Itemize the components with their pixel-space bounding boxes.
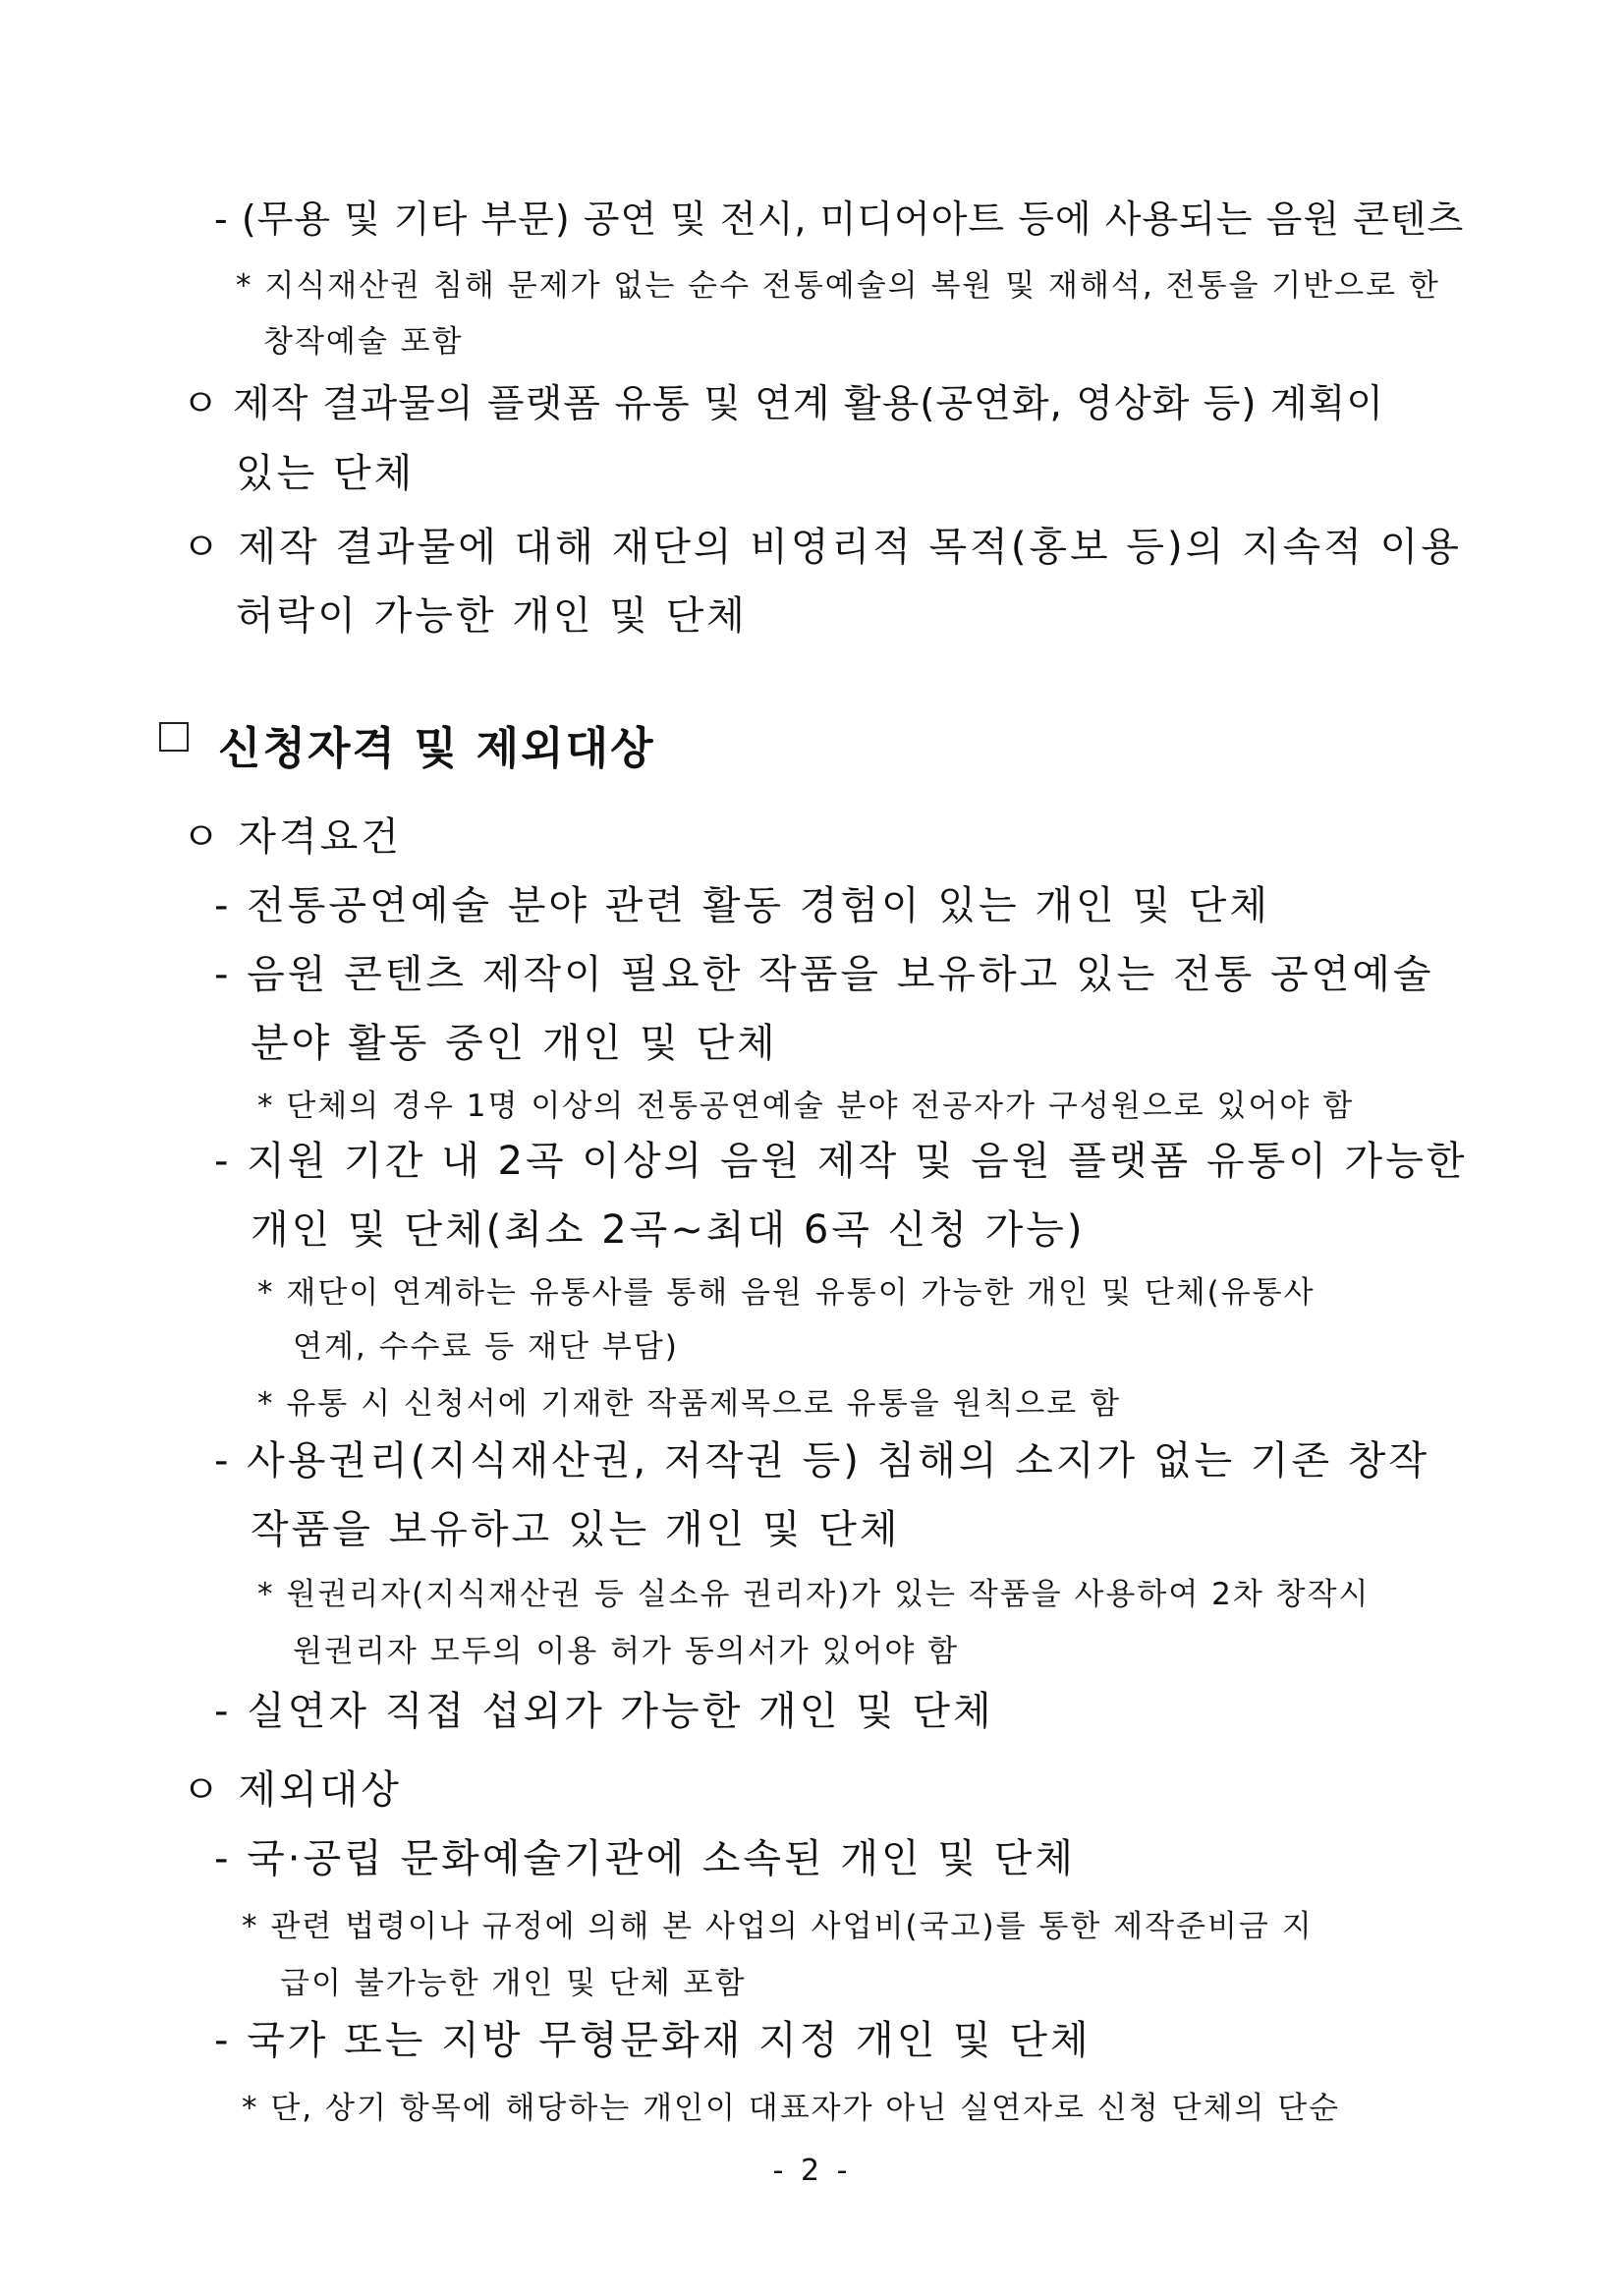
item-text: 실연자 직접 섭외가 가능한 개인 및 단체 bbox=[247, 1689, 994, 1734]
item-text: 제작 결과물에 대해 재단의 비영리적 목적(홍보 등)의 지속적 이용 bbox=[238, 525, 1462, 570]
subsection-title-text: 제외대상 bbox=[238, 1767, 402, 1813]
page-number: - 2 - bbox=[772, 2154, 852, 2188]
item-text: (무용 및 기타 부문) 공연 및 전시, 미디어아트 등에 사용되는 음원 콘텐츠 bbox=[241, 197, 1465, 241]
item-continuation: 작품을 보유하고 있는 개인 및 단체 bbox=[251, 1507, 901, 1552]
item-text: 지원 기간 내 2곡 이상의 음원 제작 및 음원 플랫폼 유통이 가능한 bbox=[247, 1139, 1468, 1184]
note-text: 관련 법령이나 규정에 의해 본 사업의 사업비(국고)를 통한 제작준비금 지 bbox=[270, 1909, 1314, 1944]
dash-item bbox=[214, 1130, 1467, 1186]
dash-marker: - bbox=[214, 952, 232, 997]
dash-marker: - bbox=[214, 1689, 232, 1734]
note-continuation: 연계, 수수료 등 재단 부담) bbox=[293, 1329, 679, 1365]
item-text: 국가 또는 지방 무형문화재 지정 개인 및 단체 bbox=[247, 2018, 1092, 2063]
note-continuation: 창작예술 포함 bbox=[263, 324, 464, 360]
dash-marker: - bbox=[214, 1836, 232, 1881]
asterisk-marker: * bbox=[242, 2091, 259, 2126]
dash-marker: - bbox=[214, 2018, 232, 2063]
dash-marker: - bbox=[214, 883, 232, 928]
circle-marker: ㅇ bbox=[182, 814, 223, 860]
asterisk-marker: * bbox=[257, 1386, 275, 1422]
item-text: 전통공연예술 분야 관련 활동 경험이 있는 개인 및 단체 bbox=[247, 883, 1270, 928]
note-text: 유통 시 신청서에 기재한 작품제목으로 유통을 원칙으로 함 bbox=[286, 1386, 1122, 1422]
dash-item bbox=[214, 1429, 1429, 1485]
note-item bbox=[257, 1267, 1316, 1312]
note-item bbox=[242, 1901, 1314, 1945]
item-continuation: 개인 및 단체(최소 2곡~최대 6곡 신청 가능) bbox=[251, 1207, 1086, 1253]
asterisk-marker: * bbox=[257, 1577, 275, 1612]
item-text: 사용권리(지식재산권, 저작권 등) 침해의 소지가 없는 기존 창작 bbox=[247, 1438, 1430, 1484]
dash-item bbox=[214, 2009, 1092, 2065]
section-heading: 신청자격 및 제외대상 bbox=[218, 722, 655, 774]
note-item bbox=[242, 2083, 1340, 2127]
item-continuation: 분야 활동 중인 개인 및 단체 bbox=[251, 1021, 778, 1066]
circle-item bbox=[182, 516, 1462, 572]
dash-item bbox=[214, 1680, 994, 1736]
circle-item bbox=[182, 373, 1384, 428]
item-text: 국·공립 문화예술기관에 소속된 개인 및 단체 bbox=[247, 1836, 1076, 1881]
item-text: 음원 콘텐츠 제작이 필요한 작품을 보유하고 있는 전통 공연예술 bbox=[247, 952, 1434, 997]
dash-marker: - bbox=[214, 1438, 232, 1484]
note-item bbox=[257, 1081, 1354, 1125]
note-item bbox=[236, 260, 1440, 305]
note-item bbox=[257, 1569, 1370, 1613]
item-continuation: 있는 단체 bbox=[236, 451, 416, 496]
note-text: 원권리자(지식재산권 등 실소유 권리자)가 있는 작품을 사용하여 2차 창작시 bbox=[286, 1577, 1371, 1612]
note-item bbox=[257, 1378, 1121, 1423]
dash-item bbox=[214, 1827, 1076, 1883]
subsection-title-text: 자격요건 bbox=[238, 814, 402, 860]
note-continuation: 원권리자 모두의 이용 허가 동의서가 있어야 함 bbox=[293, 1634, 960, 1669]
note-text: 지식재산권 침해 문제가 없는 순수 전통예술의 복원 및 재해석, 전통을 기반으로 한 bbox=[264, 268, 1440, 304]
dash-marker: - bbox=[214, 197, 229, 241]
checkbox-square-icon bbox=[159, 722, 189, 752]
note-text: 단, 상기 항목에 해당하는 개인이 대표자가 아닌 실연자로 신청 단체의 단순 bbox=[270, 2091, 1341, 2126]
circle-marker: ㅇ bbox=[182, 382, 220, 426]
asterisk-marker: * bbox=[257, 1275, 275, 1311]
asterisk-marker: * bbox=[236, 268, 253, 304]
dash-item bbox=[214, 943, 1434, 999]
item-text: 제작 결과물의 플랫폼 유통 및 연계 활용(공연화, 영상화 등) 계획이 bbox=[233, 382, 1385, 426]
item-continuation: 허락이 가능한 개인 및 단체 bbox=[236, 593, 748, 639]
note-text: 단체의 경우 1명 이상의 전통공연예술 분야 전공자가 구성원으로 있어야 함 bbox=[286, 1089, 1355, 1124]
subsection-title bbox=[182, 1759, 402, 1815]
circle-marker: ㅇ bbox=[182, 525, 223, 570]
dash-item bbox=[214, 874, 1270, 930]
circle-marker: ㅇ bbox=[182, 1767, 223, 1813]
subsection-title bbox=[182, 806, 402, 862]
asterisk-marker: * bbox=[242, 1909, 259, 1944]
dash-marker: - bbox=[214, 1139, 232, 1184]
asterisk-marker: * bbox=[257, 1089, 275, 1124]
note-continuation: 급이 불가능한 개인 및 단체 포함 bbox=[280, 1966, 747, 2001]
note-text: 재단이 연계하는 유통사를 통해 음원 유통이 가능한 개인 및 단체(유통사 bbox=[286, 1275, 1316, 1311]
dash-item bbox=[214, 189, 1464, 243]
